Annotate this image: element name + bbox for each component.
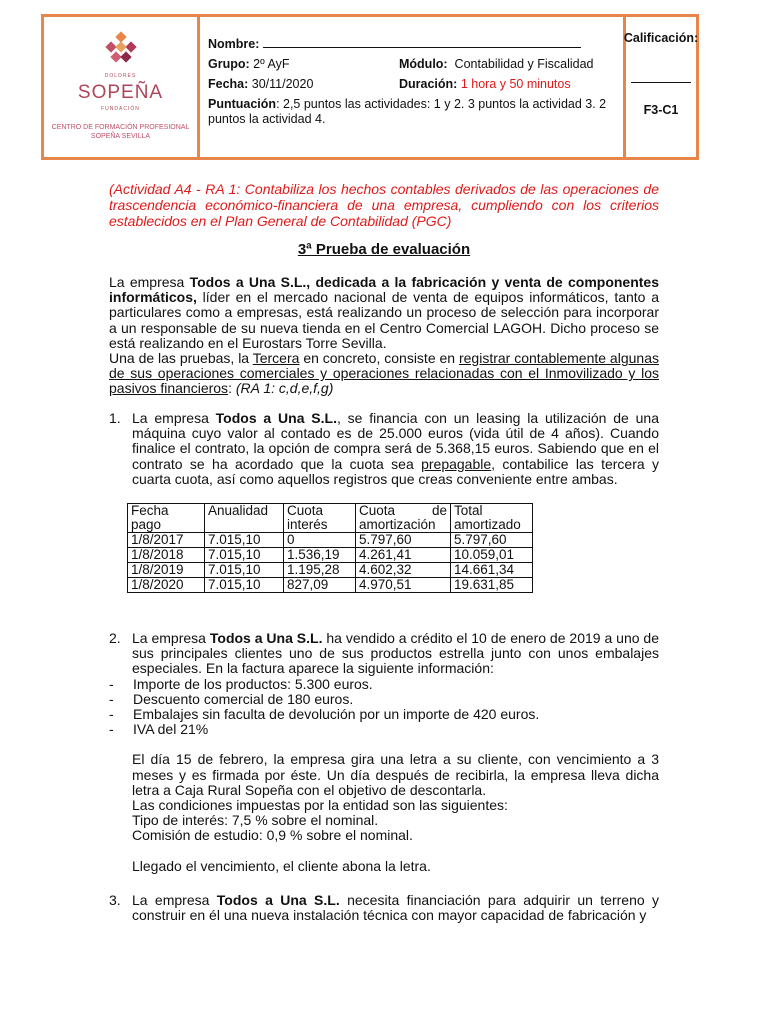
logo-center-line2: SOPEÑA SEVILLA: [90, 133, 151, 140]
logo-name: SOPEÑA: [77, 82, 164, 103]
intro-p2-c: :: [228, 380, 236, 397]
table-cell: 7.015,10: [205, 578, 284, 593]
table-cell: 1/8/2018: [128, 548, 205, 563]
intro-p2-a: Una de las pruebas, la: [109, 350, 253, 367]
q2-paragraph-2: El día 15 de febrero, la empresa gira una letra a su cliente, con vencimiento a 3 meses y es firmada por éste. Un día después de recibirla, la empresa lleva dicha letra a Caja Rural Sopeña con el objetivo de descontarla.: [132, 751, 659, 798]
table-row: [128, 578, 533, 593]
modulo-label: Módulo:: [399, 57, 448, 71]
q1-b: , se financia con un leasing la utilización de una máquina cuyo valor al contado es de 25.000 euros (vida útil de 4 años). Cuando finalice el contrato, la opción de compra será de 5.368,15 euros. Sabiendo que en el contrato se ha acordado que la cuota sea: [132, 410, 660, 472]
q1-underlined: prepagable: [421, 455, 492, 472]
page-title: [0, 242, 768, 257]
exam-header: [41, 14, 699, 160]
grade-cell: [623, 17, 699, 157]
table-cell: 4.970,51: [356, 578, 451, 593]
q1-bold: Todos a Una S.L.: [215, 410, 337, 426]
duracion: [399, 77, 571, 92]
page-title-text: 3ª Prueba de evaluación: [297, 241, 471, 258]
table-cell: 1/8/2017: [128, 533, 205, 548]
q3-b: necesita financiación para adquirir un terreno y construir en él una nueva instalación técnica con mayor capacidad de fabricación y: [132, 892, 660, 924]
table-cell: 1/8/2020: [128, 578, 205, 593]
modulo-value: Contabilidad y Fiscalidad: [454, 57, 594, 71]
intro-p1-a: La empresa: [109, 274, 190, 290]
duracion-value: 1 hora y 50 minutos: [460, 77, 571, 91]
table-cell: 0: [284, 533, 356, 548]
intro-p1-bold: Todos a Una S.L., dedicada a la fabricación y venta de componentes informáticos,: [109, 274, 659, 306]
list-item: - Descuento comercial de 180 euros.: [109, 692, 659, 707]
table-cell: 7.015,10: [205, 548, 284, 563]
question-3-text: [132, 893, 659, 923]
table-cell: 10.059,01: [451, 548, 533, 563]
table-cell: 5.797,60: [356, 533, 451, 548]
question-1-text: [132, 411, 659, 487]
table-header-row: [128, 504, 533, 533]
q3-bold: Todos a Una S.L.: [216, 892, 340, 908]
grupo: [208, 57, 399, 72]
intro-p2-b: en concreto, consiste en: [299, 350, 459, 367]
list-item: - IVA del 21%: [109, 722, 659, 737]
q2-bold: Todos a Una S.L.: [209, 630, 323, 646]
fecha-label: Fecha:: [208, 77, 249, 91]
intro-paragraph-1: [109, 275, 659, 351]
question-2: [109, 631, 659, 874]
intro: [109, 275, 659, 397]
q2-b: ha vendido a crédito el 10 de enero de 2019 a uno de sus principales clientes uno de sus productos estrella junto con unos embalajes especiales. En la factura aparece la siguiente información:: [132, 630, 659, 677]
table-header: Cuota interés: [284, 504, 356, 533]
question-1: [109, 411, 659, 487]
logo-center-text: [52, 123, 190, 141]
puntuacion: [208, 97, 615, 127]
logo-sub-text: FUNDACIÓN: [101, 106, 140, 112]
duracion-label: Duración:: [399, 77, 458, 91]
question-3-number: 3.: [109, 892, 121, 908]
table-cell: 7.015,10: [205, 563, 284, 578]
question-3: [109, 893, 659, 923]
q2-line-3: Comisión de estudio: 0,9 % sobre el nominal.: [132, 827, 413, 844]
q2-a: La empresa: [132, 630, 210, 646]
intro-p2-u2: registrar contablemente algunas de sus operaciones comerciales y operaciones relacionadas con el Inmovilizado y los pasivos financieros: [109, 350, 659, 397]
question-1-number: 1.: [109, 410, 121, 426]
intro-p2-ra: (RA 1: c,d,e,f,g): [235, 380, 334, 397]
grupo-value: 2º AyF: [253, 57, 290, 71]
q1-a: La empresa: [132, 410, 216, 426]
table-cell: 827,09: [284, 578, 356, 593]
modulo: [399, 57, 594, 72]
q2-bullets: [109, 677, 659, 738]
table-cell: 7.015,10: [205, 533, 284, 548]
info-cell: [200, 17, 626, 157]
sopena-logo-icon: [103, 31, 139, 67]
table-header: Fecha pago: [128, 504, 205, 533]
intro-paragraph-2: [109, 351, 659, 397]
table-header: Total amortizado: [451, 504, 533, 533]
q2-line-1: Las condiciones impuestas por la entidad son las siguientes:: [132, 797, 508, 814]
table-cell: 1/8/2019: [128, 563, 205, 578]
nombre-label: Nombre:: [208, 37, 260, 51]
name-row: [208, 37, 615, 52]
q3-a: La empresa: [132, 892, 217, 908]
calificacion-label: Calificación:: [623, 31, 699, 45]
name-field[interactable]: [263, 37, 581, 48]
leasing-table: [127, 503, 533, 593]
table-row: [128, 548, 533, 563]
table-header: Anualidad: [205, 504, 284, 533]
table-cell: 1.195,28: [284, 563, 356, 578]
intro-p1-b: líder en el mercado nacional de venta de equipos informáticos, tanto a particulares como a empresas, está realizando un proceso de selección para incorporar a un responsable de su nueva tienda en el Centro Comercial LAGOH. Dicho proceso se está realizando en el Eurostars Torre Sevilla.: [109, 289, 659, 351]
puntuacion-label: Puntuación: [208, 97, 277, 111]
grupo-modulo-row: [208, 57, 615, 72]
q1-c: , contabilice las tercera y cuarta cuota, así como aquellos registros que creas conveniente entre ambas.: [132, 455, 659, 487]
list-item: - Embalajes sin faculta de devolución por un importe de 420 euros.: [109, 707, 659, 722]
calificacion-field[interactable]: [631, 82, 691, 83]
fecha-value: 30/11/2020: [251, 77, 314, 91]
q2-intro: [132, 631, 659, 677]
table-cell: 5.797,60: [451, 533, 533, 548]
table-cell: 4.261,41: [356, 548, 451, 563]
table-cell: 4.602,32: [356, 563, 451, 578]
q2-line-2: Tipo de interés: 7,5 % sobre el nominal.: [132, 812, 379, 829]
fecha: [208, 77, 399, 92]
question-2-number: 2.: [109, 630, 121, 646]
exam-code: F3-C1: [643, 103, 679, 117]
table-cell: 14.661,34: [451, 563, 533, 578]
table-cell: 19.631,85: [451, 578, 533, 593]
activity-note: (Actividad A4 - RA 1: Contabiliza los hechos contables derivados de las operaciones de trascendencia económico-financiera de una empresa, cumpliendo con los criterios establecidos en el Plan General de Contabilidad (PGC): [109, 181, 659, 229]
table-header: Cuota de amortización: [356, 504, 451, 533]
q2-paragraph-3: Llegado el vencimiento, el cliente abona la letra.: [132, 857, 431, 874]
logo-center-line1: CENTRO DE FORMACIÓN PROFESIONAL: [51, 124, 190, 131]
intro-p2-u1: Tercera: [252, 350, 300, 367]
grupo-label: Grupo:: [208, 57, 250, 71]
question-2-text: [132, 631, 659, 874]
logo-top-text: DOLORES: [104, 73, 137, 79]
puntuacion-value: : 2,5 puntos las actividades: 1 y 2. 3 puntos la actividad 3. 2 puntos la actividad 4.: [208, 97, 607, 126]
table-cell: 1.536,19: [284, 548, 356, 563]
table-row: [128, 563, 533, 578]
list-item: - Importe de los productos: 5.300 euros.: [109, 677, 659, 692]
fecha-duracion-row: [208, 77, 615, 92]
table-row: [128, 533, 533, 548]
logo-cell: [44, 17, 200, 157]
